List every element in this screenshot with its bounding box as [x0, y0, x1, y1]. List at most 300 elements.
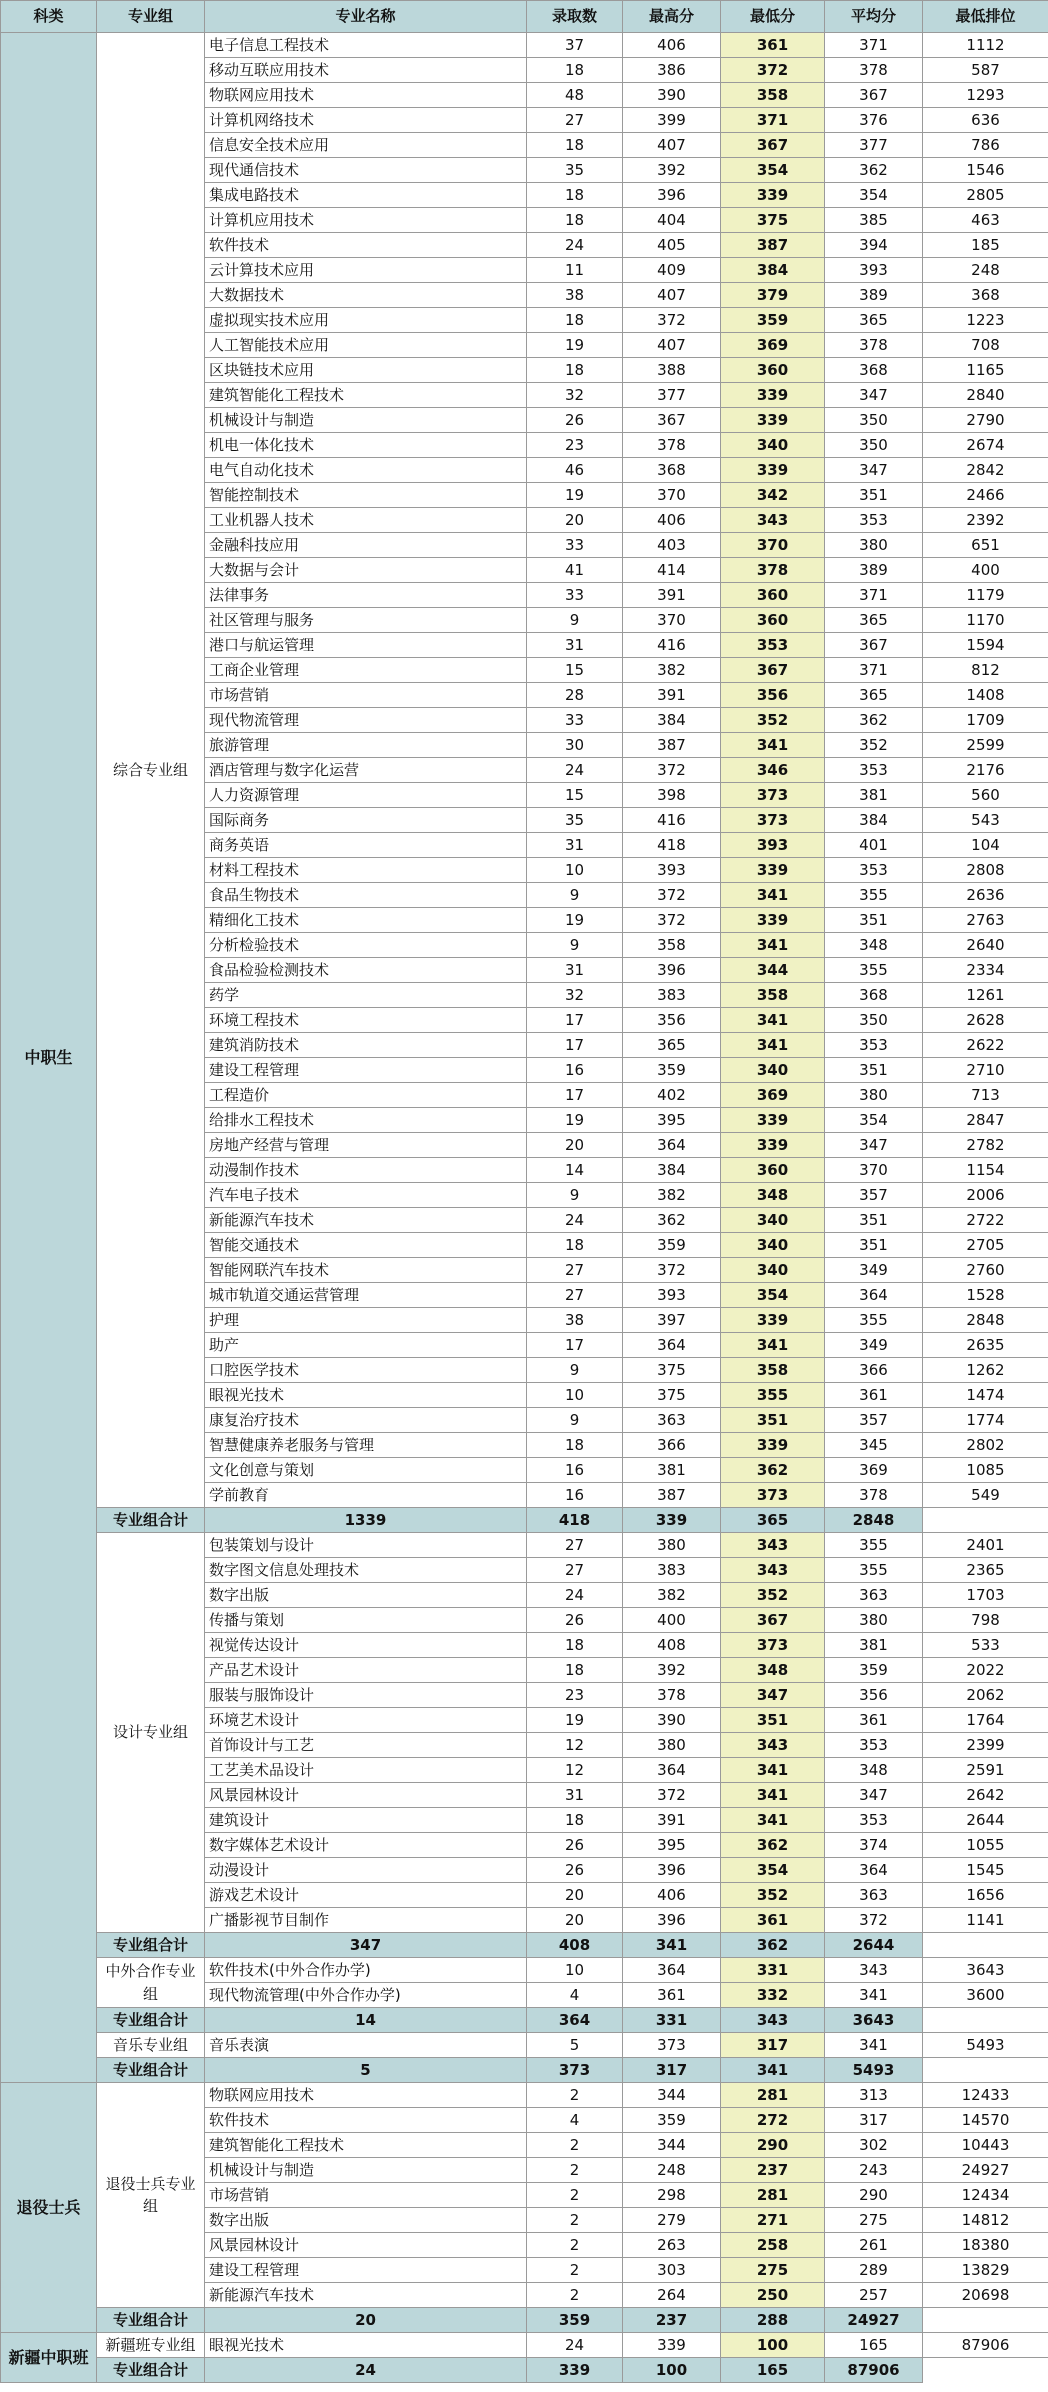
min-score: 339	[721, 908, 825, 933]
min-rank: 2790	[923, 408, 1048, 433]
min-rank: 10443	[923, 2133, 1048, 2158]
min-rank: 636	[923, 108, 1048, 133]
avg-score: 352	[825, 733, 923, 758]
admitted: 24	[527, 233, 623, 258]
min-rank: 2848	[923, 1308, 1048, 1333]
min-rank: 1055	[923, 1833, 1048, 1858]
min-score: 369	[721, 333, 825, 358]
max-score: 377	[623, 383, 721, 408]
max-score: 391	[623, 683, 721, 708]
min-score: 355	[721, 1383, 825, 1408]
min-score: 340	[721, 433, 825, 458]
major-name: 智能网联汽车技术	[205, 1258, 527, 1283]
avg-score: 302	[825, 2133, 923, 2158]
min-rank: 1474	[923, 1383, 1048, 1408]
max-score: 373	[623, 2033, 721, 2058]
min-rank: 14812	[923, 2208, 1048, 2233]
admitted: 17	[527, 1008, 623, 1033]
avg-score: 355	[825, 1533, 923, 1558]
subtotal-admitted: 14	[205, 2008, 527, 2033]
admitted: 4	[527, 2108, 623, 2133]
major-name: 音乐表演	[205, 2033, 527, 2058]
min-score: 353	[721, 633, 825, 658]
subtotal-admitted: 20	[205, 2308, 527, 2333]
admitted: 9	[527, 1358, 623, 1383]
min-rank: 1774	[923, 1408, 1048, 1433]
avg-score: 341	[825, 1983, 923, 2008]
admitted: 48	[527, 83, 623, 108]
major-name: 眼视光技术	[205, 1383, 527, 1408]
admitted: 17	[527, 1333, 623, 1358]
min-score: 340	[721, 1058, 825, 1083]
admitted: 17	[527, 1033, 623, 1058]
major-name: 环境艺术设计	[205, 1708, 527, 1733]
major-name: 给排水工程技术	[205, 1108, 527, 1133]
admitted: 16	[527, 1483, 623, 1508]
admitted: 18	[527, 358, 623, 383]
avg-score: 313	[825, 2083, 923, 2108]
admitted: 41	[527, 558, 623, 583]
subtotal-label: 专业组合计	[97, 1508, 205, 1533]
min-score: 348	[721, 1658, 825, 1683]
avg-score: 347	[825, 1133, 923, 1158]
avg-score: 261	[825, 2233, 923, 2258]
min-rank: 5493	[923, 2033, 1048, 2058]
avg-score: 343	[825, 1958, 923, 1983]
min-rank: 1703	[923, 1583, 1048, 1608]
min-rank: 1764	[923, 1708, 1048, 1733]
avg-score: 347	[825, 1783, 923, 1808]
avg-score: 345	[825, 1433, 923, 1458]
admitted: 9	[527, 1183, 623, 1208]
max-score: 396	[623, 1858, 721, 1883]
max-score: 264	[623, 2283, 721, 2308]
min-score: 360	[721, 358, 825, 383]
min-score: 362	[721, 1833, 825, 1858]
min-rank: 2760	[923, 1258, 1048, 1283]
min-rank: 24927	[923, 2158, 1048, 2183]
min-rank: 2006	[923, 1183, 1048, 1208]
avg-score: 348	[825, 933, 923, 958]
major-name: 人力资源管理	[205, 783, 527, 808]
admitted: 9	[527, 883, 623, 908]
admitted: 38	[527, 283, 623, 308]
max-score: 383	[623, 983, 721, 1008]
major-name: 智慧健康养老服务与管理	[205, 1433, 527, 1458]
major-name: 工商企业管理	[205, 658, 527, 683]
max-score: 406	[623, 33, 721, 58]
subtotal-label: 专业组合计	[97, 2008, 205, 2033]
min-score: 358	[721, 983, 825, 1008]
min-rank: 13829	[923, 2258, 1048, 2283]
max-score: 407	[623, 283, 721, 308]
avg-score: 351	[825, 1058, 923, 1083]
subtotal-avg-score: 288	[721, 2308, 825, 2333]
min-rank: 786	[923, 133, 1048, 158]
min-score: 352	[721, 1883, 825, 1908]
min-score: 370	[721, 533, 825, 558]
avg-score: 353	[825, 758, 923, 783]
avg-score: 354	[825, 183, 923, 208]
admitted: 26	[527, 1858, 623, 1883]
table-row	[1, 2033, 1048, 2058]
avg-score: 361	[825, 1383, 923, 1408]
major-name: 视觉传达设计	[205, 1633, 527, 1658]
major-name: 软件技术	[205, 233, 527, 258]
min-rank: 2635	[923, 1333, 1048, 1358]
admitted: 18	[527, 58, 623, 83]
max-score: 356	[623, 1008, 721, 1033]
avg-score: 393	[825, 258, 923, 283]
major-name: 建筑智能化工程技术	[205, 2133, 527, 2158]
major-name: 工艺美术品设计	[205, 1758, 527, 1783]
avg-score: 349	[825, 1258, 923, 1283]
min-rank: 2642	[923, 1783, 1048, 1808]
avg-score: 351	[825, 1233, 923, 1258]
admitted: 20	[527, 1908, 623, 1933]
major-name: 建筑智能化工程技术	[205, 383, 527, 408]
subtotal-label: 专业组合计	[97, 2058, 205, 2083]
max-score: 388	[623, 358, 721, 383]
major-name: 信息安全技术应用	[205, 133, 527, 158]
max-score: 408	[623, 1633, 721, 1658]
avg-score: 357	[825, 1183, 923, 1208]
avg-score: 366	[825, 1358, 923, 1383]
major-name: 广播影视节目制作	[205, 1908, 527, 1933]
major-name: 酒店管理与数字化运营	[205, 758, 527, 783]
avg-score: 381	[825, 783, 923, 808]
admitted: 2	[527, 2208, 623, 2233]
major-name: 软件技术	[205, 2108, 527, 2133]
min-rank: 2842	[923, 458, 1048, 483]
subtotal-admitted: 5	[205, 2058, 527, 2083]
admitted: 20	[527, 1883, 623, 1908]
subtotal-admitted: 347	[205, 1933, 527, 1958]
admitted: 19	[527, 908, 623, 933]
min-score: 250	[721, 2283, 825, 2308]
major-name: 游戏艺术设计	[205, 1883, 527, 1908]
admitted: 11	[527, 258, 623, 283]
subtotal-min-rank: 24927	[825, 2308, 923, 2333]
admitted: 31	[527, 1783, 623, 1808]
subtotal-min-score: 341	[623, 1933, 721, 1958]
min-score: 340	[721, 1208, 825, 1233]
admitted: 18	[527, 1658, 623, 1683]
max-score: 378	[623, 433, 721, 458]
major-name: 国际商务	[205, 808, 527, 833]
admitted: 9	[527, 1408, 623, 1433]
min-rank: 2392	[923, 508, 1048, 533]
max-score: 386	[623, 58, 721, 83]
min-rank: 1085	[923, 1458, 1048, 1483]
major-name: 人工智能技术应用	[205, 333, 527, 358]
admitted: 19	[527, 483, 623, 508]
min-score: 358	[721, 1358, 825, 1383]
min-rank: 2840	[923, 383, 1048, 408]
min-score: 339	[721, 458, 825, 483]
max-score: 378	[623, 1683, 721, 1708]
min-score: 341	[721, 1783, 825, 1808]
max-score: 361	[623, 1983, 721, 2008]
admitted: 24	[527, 2333, 623, 2358]
min-rank: 2705	[923, 1233, 1048, 1258]
major-name: 材料工程技术	[205, 858, 527, 883]
subtotal-row	[1, 1508, 1048, 1533]
major-name: 机械设计与制造	[205, 408, 527, 433]
admitted: 19	[527, 1108, 623, 1133]
max-score: 372	[623, 308, 721, 333]
min-rank: 708	[923, 333, 1048, 358]
subtotal-row	[1, 2308, 1048, 2333]
group-cell: 新疆班专业组	[97, 2333, 205, 2358]
min-score: 372	[721, 58, 825, 83]
min-score: 361	[721, 1908, 825, 1933]
table-row	[1, 2083, 1048, 2108]
avg-score: 362	[825, 708, 923, 733]
max-score: 368	[623, 458, 721, 483]
max-score: 344	[623, 2083, 721, 2108]
admitted: 26	[527, 408, 623, 433]
min-score: 361	[721, 33, 825, 58]
min-score: 258	[721, 2233, 825, 2258]
min-rank: 368	[923, 283, 1048, 308]
max-score: 382	[623, 1183, 721, 1208]
max-score: 370	[623, 483, 721, 508]
min-rank: 1656	[923, 1883, 1048, 1908]
major-name: 区块链技术应用	[205, 358, 527, 383]
min-score: 339	[721, 383, 825, 408]
avg-score: 378	[825, 58, 923, 83]
admitted: 26	[527, 1608, 623, 1633]
admitted: 15	[527, 658, 623, 683]
min-score: 387	[721, 233, 825, 258]
major-name: 口腔医学技术	[205, 1358, 527, 1383]
admitted: 27	[527, 1258, 623, 1283]
max-score: 395	[623, 1833, 721, 1858]
max-score: 382	[623, 658, 721, 683]
subtotal-min-score: 331	[623, 2008, 721, 2033]
min-rank: 2805	[923, 183, 1048, 208]
table-row	[1, 33, 1048, 58]
subtotal-max-score: 359	[527, 2308, 623, 2333]
admitted: 2	[527, 2183, 623, 2208]
major-name: 虚拟现实技术应用	[205, 308, 527, 333]
major-name: 房地产经营与管理	[205, 1133, 527, 1158]
max-score: 375	[623, 1358, 721, 1383]
min-rank: 1545	[923, 1858, 1048, 1883]
max-score: 390	[623, 1708, 721, 1733]
max-score: 391	[623, 1808, 721, 1833]
admitted: 18	[527, 308, 623, 333]
min-rank: 2644	[923, 1808, 1048, 1833]
avg-score: 364	[825, 1858, 923, 1883]
avg-score: 356	[825, 1683, 923, 1708]
admitted: 31	[527, 833, 623, 858]
max-score: 406	[623, 508, 721, 533]
max-score: 365	[623, 1033, 721, 1058]
avg-score: 341	[825, 2033, 923, 2058]
avg-score: 347	[825, 458, 923, 483]
max-score: 400	[623, 1608, 721, 1633]
major-name: 食品检验检测技术	[205, 958, 527, 983]
avg-score: 367	[825, 633, 923, 658]
avg-score: 350	[825, 433, 923, 458]
major-name: 市场营销	[205, 2183, 527, 2208]
admitted: 17	[527, 1083, 623, 1108]
avg-score: 353	[825, 858, 923, 883]
avg-score: 394	[825, 233, 923, 258]
avg-score: 374	[825, 1833, 923, 1858]
min-score: 341	[721, 1033, 825, 1058]
min-rank: 2466	[923, 483, 1048, 508]
max-score: 407	[623, 333, 721, 358]
min-rank: 1179	[923, 583, 1048, 608]
min-score: 341	[721, 1808, 825, 1833]
subtotal-min-rank: 87906	[825, 2358, 923, 2383]
subtotal-avg-score: 362	[721, 1933, 825, 1958]
subtotal-max-score: 408	[527, 1933, 623, 1958]
major-name: 数字媒体艺术设计	[205, 1833, 527, 1858]
avg-score: 381	[825, 1633, 923, 1658]
max-score: 405	[623, 233, 721, 258]
min-rank: 2710	[923, 1058, 1048, 1083]
major-name: 旅游管理	[205, 733, 527, 758]
max-score: 248	[623, 2158, 721, 2183]
subtotal-avg-score: 341	[721, 2058, 825, 2083]
admitted: 10	[527, 1958, 623, 1983]
major-name: 移动互联应用技术	[205, 58, 527, 83]
min-rank: 2763	[923, 908, 1048, 933]
admitted: 37	[527, 33, 623, 58]
avg-score: 357	[825, 1408, 923, 1433]
subtotal-max-score: 364	[527, 2008, 623, 2033]
min-score: 271	[721, 2208, 825, 2233]
max-score: 263	[623, 2233, 721, 2258]
table-body	[1, 33, 1048, 2383]
min-score: 373	[721, 783, 825, 808]
major-name: 金融科技应用	[205, 533, 527, 558]
min-score: 339	[721, 1108, 825, 1133]
table-header	[1, 1, 1048, 33]
max-score: 344	[623, 2133, 721, 2158]
min-score: 348	[721, 1183, 825, 1208]
min-score: 356	[721, 683, 825, 708]
admitted: 2	[527, 2133, 623, 2158]
max-score: 384	[623, 1158, 721, 1183]
min-rank: 18380	[923, 2233, 1048, 2258]
min-score: 369	[721, 1083, 825, 1108]
avg-score: 257	[825, 2283, 923, 2308]
min-score: 343	[721, 1558, 825, 1583]
max-score: 416	[623, 808, 721, 833]
avg-score: 350	[825, 408, 923, 433]
admitted: 24	[527, 758, 623, 783]
min-score: 339	[721, 1433, 825, 1458]
admitted: 35	[527, 808, 623, 833]
subtotal-avg-score: 165	[721, 2358, 825, 2383]
avg-score: 378	[825, 333, 923, 358]
subtotal-min-score: 100	[623, 2358, 721, 2383]
min-rank: 87906	[923, 2333, 1048, 2358]
subtotal-label: 专业组合计	[97, 1933, 205, 1958]
min-rank: 1528	[923, 1283, 1048, 1308]
min-score: 360	[721, 608, 825, 633]
header-category: 科类	[1, 1, 97, 33]
min-rank: 1165	[923, 358, 1048, 383]
major-name: 云计算技术应用	[205, 258, 527, 283]
admitted: 16	[527, 1058, 623, 1083]
admitted: 12	[527, 1758, 623, 1783]
max-score: 370	[623, 608, 721, 633]
avg-score: 370	[825, 1158, 923, 1183]
max-score: 416	[623, 633, 721, 658]
max-score: 366	[623, 1433, 721, 1458]
min-rank: 2365	[923, 1558, 1048, 1583]
min-score: 237	[721, 2158, 825, 2183]
subtotal-row	[1, 1933, 1048, 1958]
min-rank: 12434	[923, 2183, 1048, 2208]
max-score: 418	[623, 833, 721, 858]
avg-score: 355	[825, 883, 923, 908]
admitted: 46	[527, 458, 623, 483]
major-name: 首饰设计与工艺	[205, 1733, 527, 1758]
min-score: 343	[721, 1533, 825, 1558]
max-score: 396	[623, 1908, 721, 1933]
min-score: 344	[721, 958, 825, 983]
min-rank: 3600	[923, 1983, 1048, 2008]
min-score: 341	[721, 933, 825, 958]
min-rank: 533	[923, 1633, 1048, 1658]
min-score: 351	[721, 1408, 825, 1433]
avg-score: 389	[825, 283, 923, 308]
header-major: 专业名称	[205, 1, 527, 33]
min-score: 367	[721, 133, 825, 158]
major-name: 物联网应用技术	[205, 83, 527, 108]
min-score: 362	[721, 1458, 825, 1483]
max-score: 381	[623, 1458, 721, 1483]
subtotal-admitted: 1339	[205, 1508, 527, 1533]
max-score: 383	[623, 1558, 721, 1583]
avg-score: 359	[825, 1658, 923, 1683]
min-rank: 713	[923, 1083, 1048, 1108]
avg-score: 380	[825, 1083, 923, 1108]
max-score: 298	[623, 2183, 721, 2208]
major-name: 药学	[205, 983, 527, 1008]
major-name: 机电一体化技术	[205, 433, 527, 458]
min-score: 317	[721, 2033, 825, 2058]
avg-score: 275	[825, 2208, 923, 2233]
major-name: 动漫设计	[205, 1858, 527, 1883]
admitted: 16	[527, 1458, 623, 1483]
subtotal-label: 专业组合计	[97, 2358, 205, 2383]
major-name: 现代物流管理	[205, 708, 527, 733]
max-score: 380	[623, 1733, 721, 1758]
avg-score: 354	[825, 1108, 923, 1133]
admitted: 24	[527, 1208, 623, 1233]
major-name: 软件技术(中外合作办学)	[205, 1958, 527, 1983]
max-score: 372	[623, 758, 721, 783]
header-group: 专业组	[97, 1, 205, 33]
major-name: 助产	[205, 1333, 527, 1358]
min-score: 281	[721, 2083, 825, 2108]
major-name: 集成电路技术	[205, 183, 527, 208]
major-name: 工程造价	[205, 1083, 527, 1108]
avg-score: 369	[825, 1458, 923, 1483]
admitted: 2	[527, 2158, 623, 2183]
major-name: 计算机网络技术	[205, 108, 527, 133]
subtotal-admitted: 24	[205, 2358, 527, 2383]
min-rank: 798	[923, 1608, 1048, 1633]
